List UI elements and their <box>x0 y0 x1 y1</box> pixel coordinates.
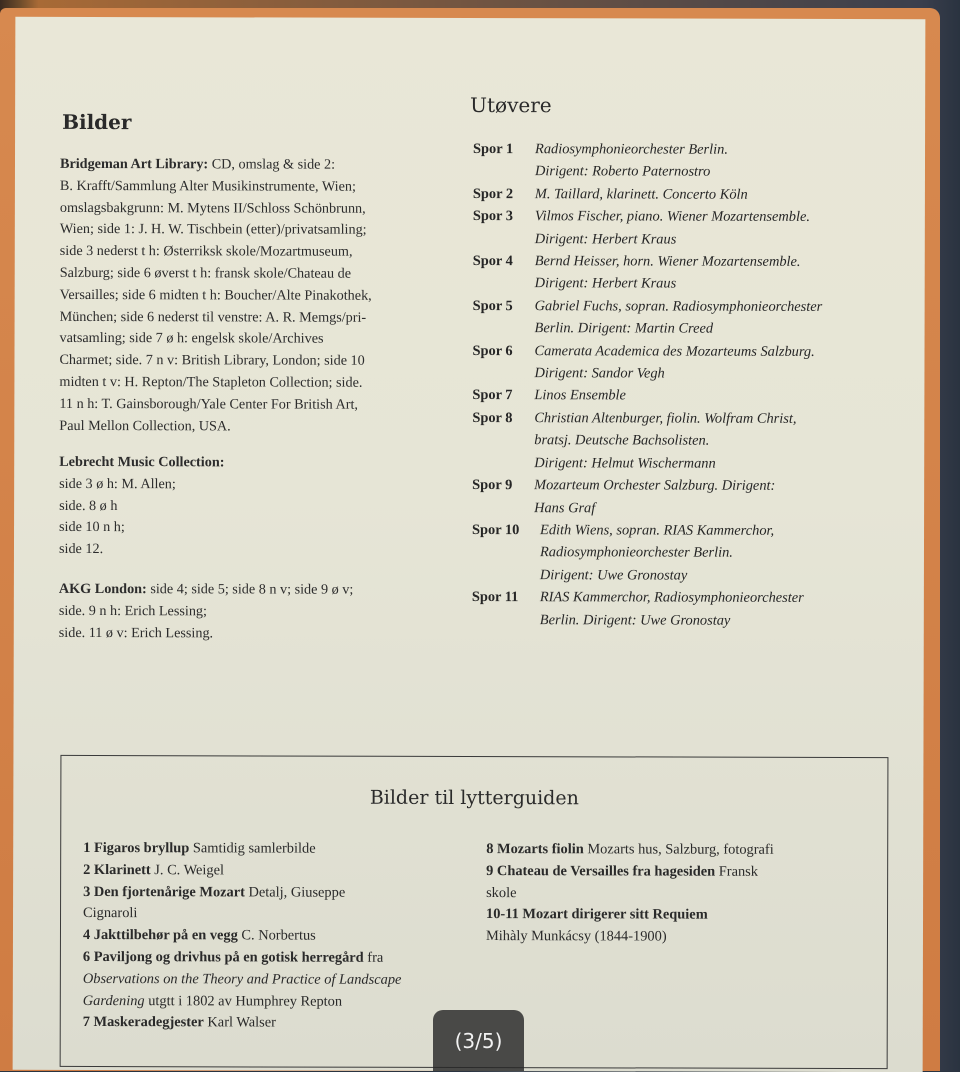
bold-label: 2 Klarinett <box>83 861 151 878</box>
track-performers <box>535 138 728 183</box>
guide-item <box>83 882 473 905</box>
performer-line: Radiosymphonieorchester Berlin. <box>539 544 733 562</box>
credit-line <box>60 263 460 286</box>
credit-line <box>59 539 459 562</box>
track-number: Spor 11 <box>471 589 519 606</box>
guide-item <box>486 926 866 949</box>
guide-heading: Bilder til lytterguiden <box>369 786 579 810</box>
line-text: München; side 6 nederst til venstre: A. R. Memgs/pri- <box>59 308 367 326</box>
track-row <box>472 519 912 587</box>
line-text: Detalj, Giuseppe <box>244 884 346 901</box>
line-text: vatsamling; side 7 ø h: engelsk skole/Archives <box>59 330 324 347</box>
line-text: Karl Walser <box>203 1014 276 1031</box>
bold-label: AKG London: <box>58 580 147 598</box>
track-number: Spor 2 <box>472 185 514 202</box>
track-number: Spor 6 <box>472 342 513 359</box>
credit-line <box>59 623 459 646</box>
track-number: Spor 1 <box>473 141 514 158</box>
credit-line <box>60 328 460 351</box>
guide-item <box>83 969 473 992</box>
line-text: side. 8 ø h <box>59 497 118 514</box>
track-performers <box>534 340 814 386</box>
track-performers <box>535 250 801 296</box>
track-row <box>472 586 912 632</box>
performer-line: bratsj. Deutsche Bachsolisten. <box>534 432 710 449</box>
guide-item <box>83 838 473 861</box>
line-text: J. C. Weigel <box>150 861 225 879</box>
guide-item <box>83 991 473 1014</box>
credit-line <box>59 601 459 624</box>
performer-list <box>472 138 913 632</box>
track-number: Spor 7 <box>472 387 513 404</box>
performer-line: Vilmos Fischer, piano. Wiener Mozartensemble. <box>534 208 811 226</box>
track-row <box>473 295 913 341</box>
line-text: Paul Mellon Collection, USA. <box>59 417 231 434</box>
bold-label: 4 Jakttilbehør på en vegg <box>82 927 238 944</box>
line-text: fra <box>363 949 384 966</box>
credit-line <box>59 350 459 373</box>
credit-line <box>59 496 459 519</box>
track-number: Spor 5 <box>472 297 513 314</box>
credit-line <box>59 474 459 497</box>
credits-akg <box>59 579 459 645</box>
credit-line <box>60 176 460 199</box>
credit-line <box>59 452 459 475</box>
guide-column-left <box>83 838 474 1035</box>
track-performers <box>535 183 748 206</box>
credit-line <box>60 241 460 264</box>
line-text: 11 n h: T. Gainsborough/Yale Center For British Art, <box>59 395 358 413</box>
track-row <box>472 407 912 475</box>
line-text: side 3 nederst t h: Østerriksk skole/Mozartmuseum, <box>59 243 353 260</box>
line-text: B. Krafft/Sammlung Alter Musikinstrumente, Wien; <box>59 177 356 195</box>
credit-line <box>59 372 459 395</box>
credit-line <box>60 198 460 221</box>
track-performers <box>540 586 804 632</box>
credits-bridgeman <box>59 154 460 438</box>
line-text: Wien; side 1: J. H. W. Tischbein (etter)/privatsamling; <box>59 221 367 239</box>
performer-line: Christian Altenburger, fiolin. Wolfram Christ, <box>534 410 797 427</box>
track-performers <box>534 474 775 519</box>
performer-line: Radiosymphonieorchester Berlin. <box>535 141 728 158</box>
performer-line: RIAS Kammerchor, Radiosymphonieorchester <box>539 589 804 607</box>
italic-title: Gardening <box>82 992 145 1009</box>
line-text: side 4; side 5; side 8 n v; side 9 ø v; <box>146 581 354 598</box>
performer-line: Dirigent: Herbert Kraus <box>534 230 677 248</box>
performer-line: Hans Graf <box>534 499 596 516</box>
guide-item <box>83 860 473 883</box>
line-text: omslagsbakgrunn: M. Mytens II/Schloss Schönbrunn, <box>59 199 366 217</box>
track-number: Spor 10 <box>472 521 520 539</box>
track-performers <box>534 385 626 408</box>
bold-label: 9 Chateau de Versailles fra hagesiden <box>486 862 716 880</box>
credit-line <box>59 415 459 438</box>
line-text: Fransk <box>715 863 759 880</box>
line-text: side 10 n h; <box>59 519 125 536</box>
performer-line: M. Taillard, klarinett. Concerto Köln <box>534 185 748 203</box>
credit-line <box>59 579 459 602</box>
image-counter-badge: (3/5) <box>433 1010 524 1071</box>
bold-label: 10-11 Mozart dirigerer sitt Requiem <box>486 906 708 924</box>
line-text: skole <box>486 884 517 901</box>
line-text: CD, omslag & side 2: <box>208 156 336 173</box>
track-performers <box>534 407 796 475</box>
guide-item <box>83 903 473 926</box>
guide-item <box>486 861 866 884</box>
guide-column-right <box>486 839 866 949</box>
line-text: Versailles; side 6 midten t h: Boucher/Alte Pinakothek, <box>59 286 372 304</box>
line-text: Salzburg; side 6 øverst t h: fransk skole/Chateau de <box>59 264 352 282</box>
bold-label: 8 Mozarts fiolin <box>486 841 584 858</box>
bold-label: 6 Paviljong og drivhus på en gotisk herregård <box>82 948 364 966</box>
line-text: Samtidig samlerbilde <box>189 840 316 857</box>
line-text: side 3 ø h: M. Allen; <box>59 475 176 493</box>
line-text: side 12. <box>58 541 104 558</box>
guide-item <box>486 904 866 927</box>
track-performers <box>535 295 823 341</box>
performer-line: Edith Wiens, sopran. RIAS Kammerchor, <box>540 522 775 539</box>
track-number: Spor 4 <box>472 253 513 270</box>
credit-line <box>60 307 460 330</box>
guide-item <box>83 925 473 948</box>
line-text: midten t v: H. Repton/The Stapleton Collection; side. <box>59 373 363 391</box>
track-row <box>473 138 913 184</box>
performer-line: Camerata Academica des Mozarteums Salzburg. <box>534 342 815 360</box>
track-row <box>472 340 912 386</box>
guide-item <box>83 947 473 970</box>
italic-title: Observations on the Theory and Practice of Landscape <box>82 970 402 988</box>
track-row <box>472 384 912 408</box>
bold-label: 1 Figaros bryllup <box>83 839 190 857</box>
line-text: C. Norbertus <box>237 927 316 944</box>
performer-line: Dirigent: Sandor Vegh <box>534 365 665 382</box>
track-row <box>473 205 913 251</box>
track-number: Spor 9 <box>472 477 513 494</box>
credit-line <box>59 394 459 417</box>
line-text: Mozarts hus, Salzburg, fotografi <box>583 841 774 858</box>
track-row <box>472 474 912 520</box>
credit-line <box>60 219 460 242</box>
utovere-heading: Utøvere <box>470 93 552 118</box>
line-text: Cignaroli <box>83 905 138 922</box>
credit-line <box>59 517 459 540</box>
bold-label: 7 Maskeradegjester <box>82 1014 204 1031</box>
performer-line: Linos Ensemble <box>534 387 626 404</box>
performer-line: Dirigent: Helmut Wischermann <box>534 454 716 472</box>
performer-line: Mozarteum Orchester Salzburg. Dirigent: <box>534 477 776 494</box>
performer-line: Gabriel Fuchs, sopran. Radiosymphonieorchester <box>534 298 823 315</box>
line-text: utgtt i 1802 av Humphrey Repton <box>144 992 343 1010</box>
track-row <box>473 183 913 207</box>
track-performers <box>535 205 810 251</box>
performer-line: Dirigent: Uwe Gronostay <box>539 566 688 584</box>
credit-line <box>60 154 460 177</box>
bold-label: Lebrecht Music Collection: <box>59 453 225 471</box>
credits-lebrecht <box>59 452 459 562</box>
bold-label: Bridgeman Art Library: <box>59 155 209 173</box>
track-number: Spor 3 <box>472 208 514 225</box>
performer-line: Berlin. Dirigent: Martin Creed <box>534 320 714 337</box>
line-text: Charmet; side. 7 n v: British Library, London; side 10 <box>59 352 365 369</box>
performer-line: Bernd Heisser, horn. Wiener Mozartensemble. <box>534 253 801 270</box>
track-row <box>473 250 913 296</box>
track-performers <box>540 519 774 587</box>
line-text: side. 9 n h: Erich Lessing; <box>58 602 208 620</box>
booklet-page <box>13 17 926 1072</box>
track-number: Spor 8 <box>472 409 513 426</box>
performer-line: Berlin. Dirigent: Uwe Gronostay <box>539 611 731 629</box>
guide-item <box>486 883 866 906</box>
credit-line <box>60 285 460 308</box>
line-text: side. 11 ø v: Erich Lessing. <box>58 624 214 641</box>
line-text: Mihàly Munkácsy (1844-1900) <box>485 928 667 945</box>
bilder-heading: Bilder <box>62 109 132 135</box>
performer-line: Dirigent: Roberto Paternostro <box>534 163 711 181</box>
guide-item <box>83 1012 473 1035</box>
guide-item <box>486 839 866 862</box>
performer-line: Dirigent: Herbert Kraus <box>534 275 677 292</box>
bold-label: 3 Den fjortenårige Mozart <box>83 883 245 901</box>
